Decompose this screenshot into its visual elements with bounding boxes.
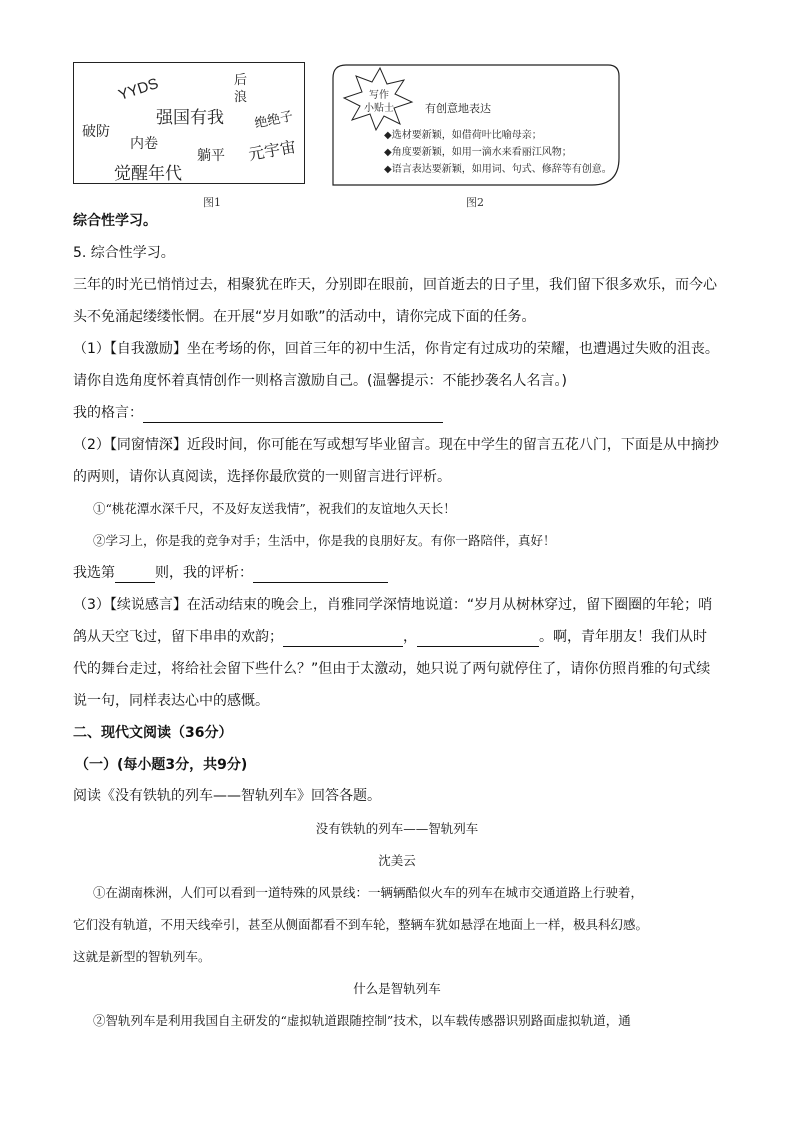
tip-item: ◆选材要新颖，如借荷叶比喻母亲； [384, 130, 542, 141]
word: 躺平 [197, 148, 225, 164]
word: 内卷 [130, 136, 158, 152]
task3-text: ， [403, 629, 417, 645]
choice-number-blank[interactable] [115, 568, 155, 583]
part2-subtitle: （一）(每小题3分，共9分) [75, 757, 248, 773]
motto-label: 我的格言： [73, 405, 143, 421]
figure-2-caption: 图2 [466, 196, 484, 209]
article-paragraph-line: ②智轨列车是利用我国自主研发的“虚拟轨道跟随控制”技术，以车载传感器识别路面虚拟轨道，通 [93, 1013, 631, 1028]
part2-instruction: 阅读《没有铁轨的列车——智轨列车》回答各题。 [73, 788, 381, 804]
tip-item: ◆角度要新颖，如用一滴水来看丽江风物； [384, 147, 572, 158]
word: 元宇宙 [246, 136, 298, 165]
message-1: ①“桃花潭水深千尺，不及好友送我情”，祝我们的友谊地久天长！ [93, 501, 456, 516]
section-heading: 综合性学习。 [73, 213, 157, 229]
task3-line: （3）【续说感言】在活动结束的晚会上，肖雅同学深情地说道：“岁月从树林穿过，留下圈圈的年轮；哨 [73, 597, 713, 613]
article-paragraph-line: 这就是新型的智轨列车。 [73, 949, 211, 964]
part2-title: 二、现代文阅读（36分） [73, 725, 233, 741]
message-2: ②学习上，你是我的竞争对手；生活中，你是我的良朋好友。有你一路陪伴，真好！ [93, 533, 556, 548]
word: 浪 [234, 90, 248, 105]
article-paragraph-line: ①在湖南株洲，人们可以看到一道特殊的风景线：一辆辆酷似火车的列车在城市交通道路上行驶着， [93, 885, 644, 900]
word: 强国有我 [156, 108, 224, 128]
choice-row [73, 563, 388, 583]
article-subheading: 什么是智轨列车 [353, 981, 441, 996]
word: YYDS [116, 75, 161, 104]
word: 觉醒年代 [114, 164, 182, 184]
badge-text: 写作 [369, 90, 389, 101]
tips-headline: 有创意地表达 [425, 102, 491, 115]
motto-row [73, 403, 443, 423]
figure-1-caption: 图1 [203, 196, 221, 209]
task2-line: 的两则，请你认真阅读，选择你最欣赏的一则留言进行评析。 [73, 469, 451, 485]
task3-line: 代的舞台走过，将给社会留下些什么？”但由于太激动，她只说了两句就停住了，请你仿照肖雅的句式续 [73, 661, 711, 677]
badge-text: 小贴士 [364, 103, 394, 114]
motto-blank[interactable] [143, 408, 443, 423]
question-title: 5. 综合性学习。 [73, 245, 175, 261]
figure-1-wordcloud [73, 62, 305, 184]
choice-prefix: 我选第 [73, 565, 115, 581]
word: 破防 [82, 124, 110, 140]
comment-blank[interactable] [253, 568, 388, 583]
word: 后 [234, 73, 248, 88]
continuation-blank-2[interactable] [417, 632, 539, 647]
word: 绝绝子 [253, 109, 295, 132]
intro-line: 头不免涌起缕缕怅惘。在开展“岁月如歌”的活动中，请你完成下面的任务。 [73, 309, 536, 325]
article-author: 沈美云 [378, 853, 416, 868]
article-title: 没有铁轨的列车——智轨列车 [315, 821, 479, 836]
tip-item: ◆语言表达要新颖，如用词、句式、修辞等有创意。 [384, 164, 612, 175]
intro-line: 三年的时光已悄悄过去，相聚犹在昨天，分别即在眼前，回首逝去的日子里，我们留下很多欢乐，而今心 [73, 277, 717, 293]
task1-line: 请你自选角度怀着真情创作一则格言激励自己。(温馨提示：不能抄袭名人名言。) [73, 373, 567, 389]
continuation-blank-1[interactable] [283, 632, 403, 647]
task1-line: （1）【自我激励】坐在考场的你，回首三年的初中生活，你肯定有过成功的荣耀，也遭遇过失败的沮丧。 [73, 341, 719, 357]
task2-line: （2）【同窗情深】近段时间，你可能在写或想写毕业留言。现在中学生的留言五花八门，下面是从中摘抄 [73, 437, 719, 453]
choice-mid: 则，我的评析： [155, 565, 253, 581]
task3-text: 。啊，青年朋友！我们从时 [539, 629, 707, 645]
article-paragraph-line: 它们没有轨道，不用天线牵引，甚至从侧面都看不到车轮，整辆车犹如悬浮在地面上一样，极具科幻感。 [73, 917, 649, 932]
figure-2-writing-tips [332, 64, 620, 186]
task3-text: 鸽从天空飞过，留下串串的欢韵； [73, 629, 283, 645]
task3-line: 说一句，同样表达心中的感慨。 [73, 693, 269, 709]
task3-row [73, 627, 707, 647]
